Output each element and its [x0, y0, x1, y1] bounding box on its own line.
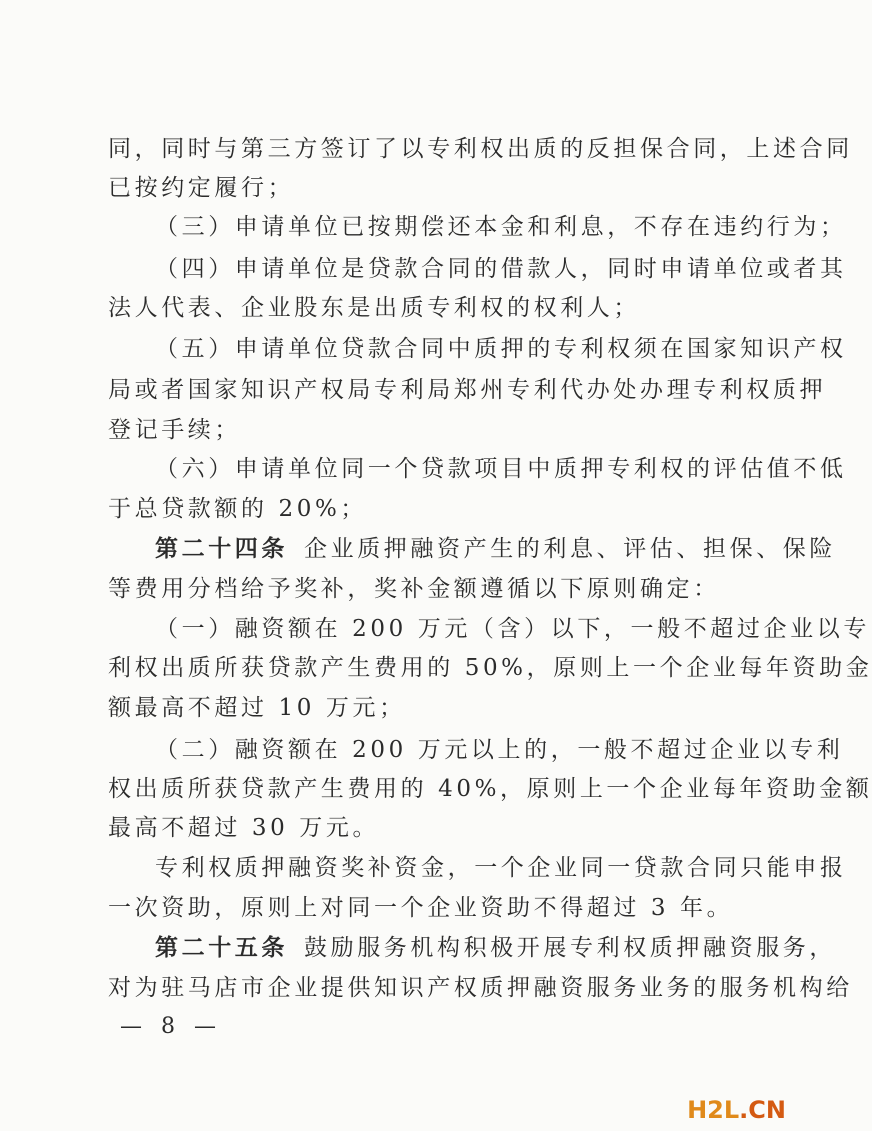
- text-line: （五）申请单位贷款合同中质押的专利权须在国家知识产权: [155, 336, 847, 362]
- text-line: （三）申请单位已按期偿还本金和利息，不存在违约行为；: [155, 214, 847, 240]
- article-24-title: 第二十四条: [155, 535, 288, 562]
- page-number: — 8 —: [120, 1014, 222, 1039]
- text-line: （一）融资额在 200 万元（含）以下，一般不超过企业以专: [155, 616, 870, 642]
- text-line: 利权出质所获贷款产生费用的 50%，原则上一个企业每年资助金: [108, 655, 872, 681]
- text-line: 登记手续；: [108, 417, 241, 443]
- text-line: 法人代表、企业股东是出质专利权的权利人；: [108, 295, 640, 321]
- text-line: （四）申请单位是贷款合同的借款人，同时申请单位或者其: [155, 256, 847, 282]
- site-watermark: [687, 1095, 786, 1125]
- text-line: 额最高不超过 10 万元；: [108, 695, 406, 721]
- text-line: 最高不超过 30 万元。: [108, 815, 380, 841]
- article-24-text: 企业质押融资产生的利息、评估、担保、保险: [304, 536, 836, 562]
- article-24-line: [155, 534, 836, 564]
- text-line: 专利权质押融资奖补资金，一个企业同一贷款合同只能申报: [155, 855, 847, 881]
- article-25-text: 鼓励服务机构积极开展专利权质押融资服务，: [304, 935, 836, 961]
- text-line: 已按约定履行；: [108, 175, 295, 201]
- text-line: 同，同时与第三方签订了以专利权出质的反担保合同，上述合同: [108, 136, 853, 162]
- text-line: （六）申请单位同一个贷款项目中质押专利权的评估值不低: [155, 456, 847, 482]
- text-line: 一次资助，原则上对同一个企业资助不得超过 3 年。: [108, 895, 734, 921]
- text-line: （二）融资额在 200 万元以上的，一般不超过企业以专利: [155, 737, 844, 763]
- text-line: 权出质所获贷款产生费用的 40%，原则上一个企业每年资助金额: [108, 776, 872, 802]
- text-line: 局或者国家知识产权局专利局郑州专利代办处办理专利权质押: [108, 377, 827, 403]
- article-25-title: 第二十五条: [155, 934, 288, 961]
- text-line: 等费用分档给予奖补，奖补金额遵循以下原则确定：: [108, 576, 720, 602]
- article-25-line: [155, 933, 836, 963]
- text-line: 于总贷款额的 20%；: [108, 496, 368, 522]
- watermark-part2: .CN: [739, 1096, 786, 1124]
- text-line: 对为驻马店市企业提供知识产权质押融资服务业务的服务机构给: [108, 975, 853, 1001]
- watermark-part1: H2L: [687, 1096, 740, 1124]
